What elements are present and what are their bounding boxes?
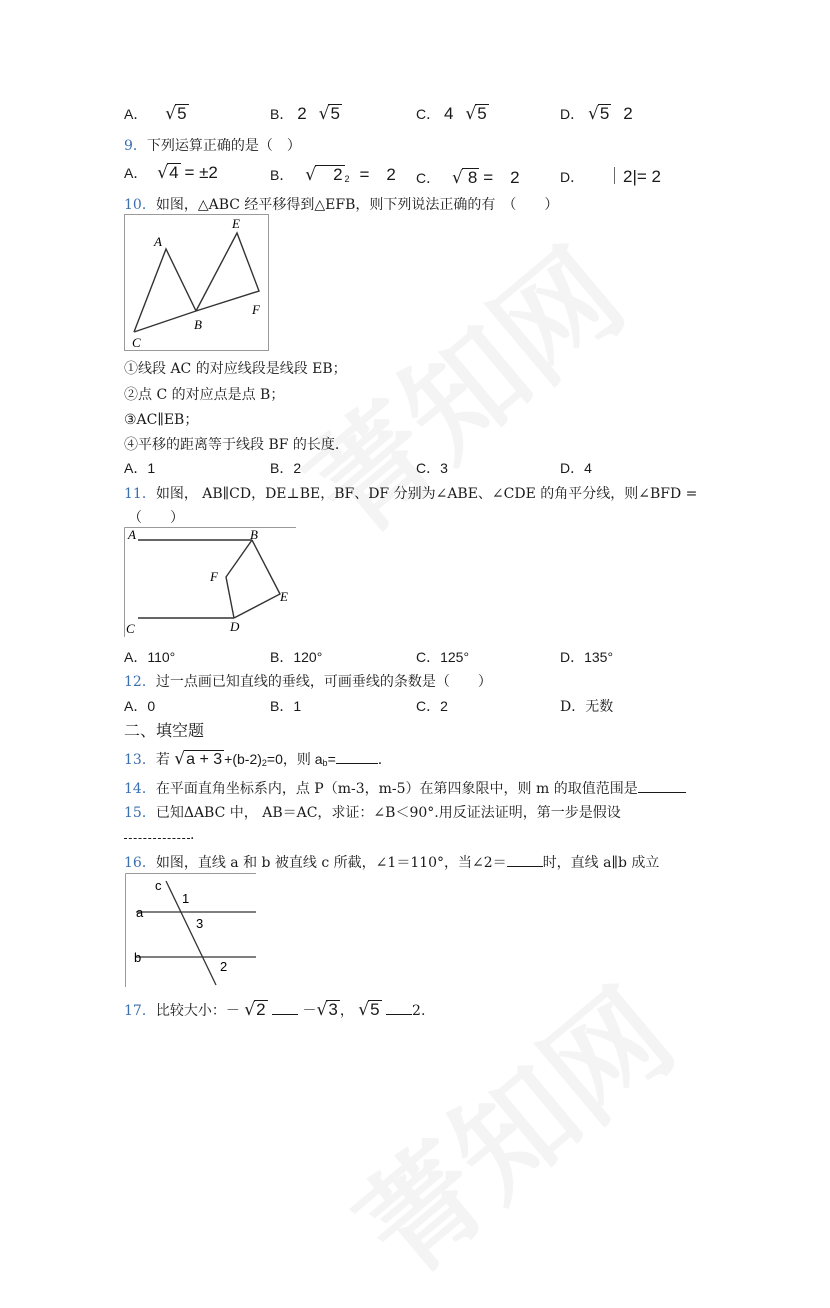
q15-blank: . [124,827,194,843]
label-f: F [210,569,218,584]
watermark [317,944,703,1307]
q9-option-b: B． √ 2 $_2$ = 2 [270,165,396,185]
label-e: E [280,589,288,604]
q10-stem: 10．如图，△ABC 经平移得到△EFB，则下列说法正确的有 （ ） [124,197,559,213]
q15: 15．已知ΔABC 中， AB＝AC，求证：∠B＜90°.用反证法证明，第一步是假设 [124,805,621,821]
label-c: c [155,878,162,893]
label-a: A [128,527,136,542]
q10-figure [124,214,270,352]
q10-statement-4: ④平移的距离等于线段 BF 的长度. [124,437,340,453]
label-e: E [232,216,240,231]
q11-stem: 11．如图， AB∥CD，DE⊥BE，BF、DF 分别为∠ABE、∠CDE 的角平分线，则∠BFD = [124,486,698,502]
triangle-efb [196,233,259,311]
q9-stem: 9．下列运算正确的是（ ） [124,138,301,154]
label-a: A [154,234,162,249]
q8-option-d: D． √5 2 [560,104,633,124]
q10-option-d: D．4 [560,460,592,476]
q11-figure [124,527,298,639]
q11-option-b: B．120° [270,649,323,665]
q10-statement-3: ③AC∥EB； [124,412,199,428]
triangle-abc [134,249,196,332]
q12-option-a: A．0 [124,698,156,714]
q12-option-c: C．2 [416,698,448,714]
q11-option-c: C．125° [416,649,470,665]
label-b: b [134,950,142,965]
q17: 17．比较大小：－ √2 －√3 ， √5 2. [124,1000,426,1020]
label-c: C [126,621,135,636]
q8-option-c: C． 4 √5 [416,104,487,124]
q11-stem-paren: （ ） [128,510,184,526]
label-d: D [230,619,240,634]
q12-option-b: B．1 [270,698,302,714]
q13: 13．若 $√a + 3 +(b-2)_2=0$，则 $a_b=$ . [124,749,383,769]
q16: 16．如图，直线 a 和 b 被直线 c 所截，∠1＝110°，当∠2＝ 时，直线 a∥b 成立 [124,855,660,871]
q9-option-c: C． √ 8 = 2 [416,168,520,188]
q8-option-b: B． 2 √5 [270,104,340,124]
q14: 14．在平面直角坐标系内，点 P（m-3，m-5）在第四象限中，则 m 的取值范围是 [124,778,686,798]
q12-stem: 12．过一点画已知直线的垂线，可画垂线的条数是（ ） [124,674,492,690]
watermark [267,204,653,567]
q10-statement-1: ①线段 AC 的对应线段是线段 EB； [124,361,347,377]
path-bfd [226,540,252,618]
q11-option-a: A．110° [124,649,176,665]
q10-statement-2: ②点 C 的对应点是点 B； [124,387,285,403]
label-c: C [132,335,141,350]
q10-option-c: C．3 [416,460,448,476]
path-bed [234,540,280,618]
label-3: 3 [196,916,204,931]
q16-figure [124,873,258,989]
q9-option-d: D． ｜2|= 2 [560,167,661,186]
label-f: F [252,302,260,317]
section-heading: 二、填空题 [124,721,205,740]
label-a: a [136,905,144,920]
label-b: B [250,527,258,542]
label-2: 2 [220,959,228,974]
line-c [166,881,216,985]
label-b: B [194,317,202,332]
q12-option-d: D．无数 [560,699,614,715]
q9-option-a: A． √4 = ±2 [124,163,218,183]
q10-option-b: B．2 [270,460,302,476]
q10-option-a: A．1 [124,460,156,476]
q11-option-d: D．135° [560,649,614,665]
label-1: 1 [182,891,190,906]
q8-option-a: A． √5 [124,104,187,124]
